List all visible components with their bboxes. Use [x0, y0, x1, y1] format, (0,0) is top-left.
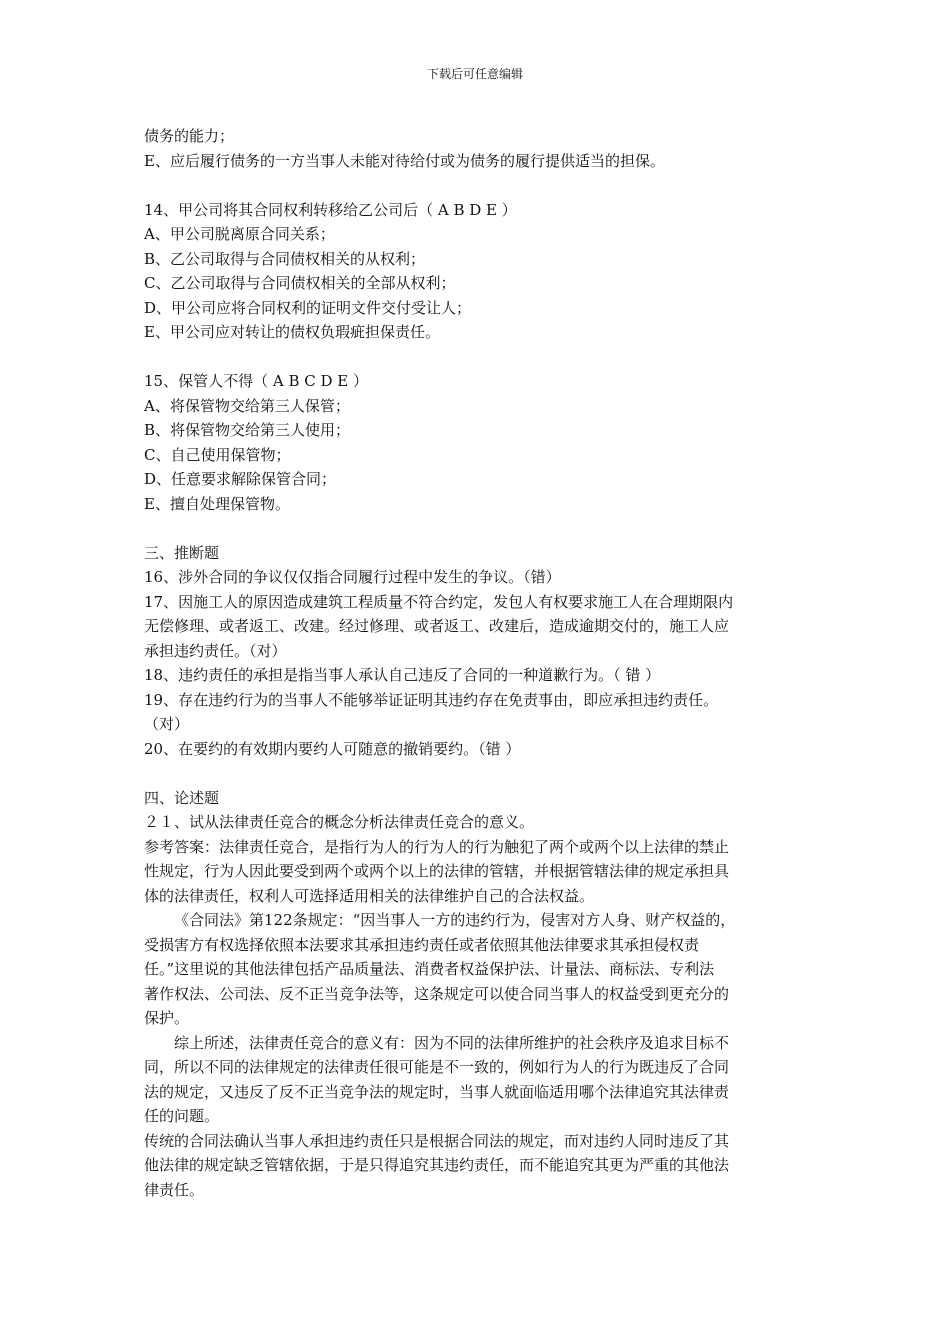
section-heading: 四、论述题	[144, 788, 220, 807]
option-a: A、将保管物交给第三人保管；	[144, 396, 350, 415]
answer-line: 任的问题。	[144, 1107, 220, 1125]
text-line: 债务的能力；	[144, 127, 235, 145]
question-15: 15、保管人不得（ A B C D E ）	[144, 372, 369, 390]
question-17: 17、因施工人的原因造成建筑工程质量不符合约定，发包人有权要求施工人在合理期限内	[144, 592, 734, 611]
answer-line: 任。”这里说的其他法律包括产品质量法、消费者权益保护法、计量法、商标法、专利法	[144, 960, 715, 978]
question-21: ２１、试从法律责任竞合的概念分析法律责任竞合的意义。	[144, 813, 535, 831]
answer-line: 受损害方有权选择依照本法要求其承担违约责任或者依照其他法律要求其承担侵权责	[144, 935, 700, 954]
question-16: 16、涉外合同的争议仅仅指合同履行过程中发生的争议。（错）	[144, 568, 561, 586]
text-line: （对）	[144, 715, 190, 733]
answer-line: 同，所以不同的法律规定的法律责任很可能是不一致的，例如行为人的行为既违反了合同	[144, 1058, 730, 1076]
answer-line: 体的法律责任，权利人可选择适用相关的法律维护自己的合法权益。	[144, 886, 595, 905]
section-heading: 三、推断题	[144, 543, 220, 562]
answer-line: 参考答案：法律责任竞合，是指行为人的行为人的行为触犯了两个或两个以上法律的禁止	[144, 837, 730, 856]
question-14: 14、甲公司将其合同权利转移给乙公司后（ A B D E ）	[144, 200, 517, 219]
text-line: 承担违约责任。（对）	[144, 641, 287, 660]
blank-line	[144, 761, 816, 786]
answer-line: 著作权法、公司法、反不正当竞争法等，这条规定可以使合同当事人的权益受到更充分的	[144, 984, 730, 1003]
question-18: 18、违约责任的承担是指当事人承认自己违反了合同的一种道歉行为。（ 错 ）	[144, 666, 661, 684]
option-c: C、自己使用保管物；	[144, 445, 291, 464]
blank-line	[144, 516, 816, 541]
answer-line: 律责任。	[144, 1180, 205, 1199]
answer-line: 他法律的规定缺乏管辖依据，于是只得追究其违约责任，而不能追究其更为严重的其他法	[144, 1156, 730, 1174]
answer-line: 传统的合同法确认当事人承担违约责任只是根据合同法的规定，而对违约人同时违反了其	[144, 1131, 730, 1150]
option-c: C、乙公司取得与合同债权相关的全部从权利；	[144, 274, 456, 292]
option-d: D、甲公司应将合同权利的证明文件交付受让人；	[144, 298, 472, 317]
blank-line	[144, 345, 816, 370]
page-header: 下载后可任意编辑	[426, 67, 523, 81]
option-b: B、乙公司取得与合同债权相关的从权利；	[144, 249, 426, 268]
option-e: E、甲公司应对转让的债权负瑕疵担保责任。	[144, 323, 440, 341]
answer-line: 综上所述，法律责任竞合的意义有：因为不同的法律所维护的社会秩序及追求目标不	[174, 1033, 730, 1052]
answer-line: 《合同法》第122条规定：“因当事人一方的违约行为，侵害对方人身、财产权益的，	[174, 911, 736, 929]
answer-line: 法的规定，又违反了反不正当竞争法的规定时，当事人就面临适用哪个法律追究其法律责	[144, 1082, 730, 1101]
option-a: A、甲公司脱离原合同关系；	[144, 225, 335, 243]
option-e: E、擅自处理保管物。	[144, 494, 290, 513]
question-20: 20、在要约的有效期内要约人可随意的撤销要约。（错 ）	[144, 739, 521, 758]
question-19: 19、存在违约行为的当事人不能够举证证明其违约存在免责事由，即应承担违约责任。	[144, 690, 719, 709]
text-line: 无偿修理、或者返工、改建。经过修理、或者返工、改建后，造成逾期交付的，施工人应	[144, 617, 730, 635]
option-b: B、将保管物交给第三人使用；	[144, 421, 351, 439]
blank-line	[144, 173, 816, 198]
option-d: D、任意要求解除保管合同；	[144, 470, 337, 488]
answer-line: 保护。	[144, 1009, 190, 1027]
text-line: E、应后履行债务的一方当事人未能对待给付或为债务的履行提供适当的担保。	[144, 151, 665, 170]
answer-line: 性规定，行为人因此要受到两个或两个以上的法律的管辖，并根据管辖法律的规定承担具	[144, 862, 730, 880]
document-body	[144, 124, 816, 1202]
